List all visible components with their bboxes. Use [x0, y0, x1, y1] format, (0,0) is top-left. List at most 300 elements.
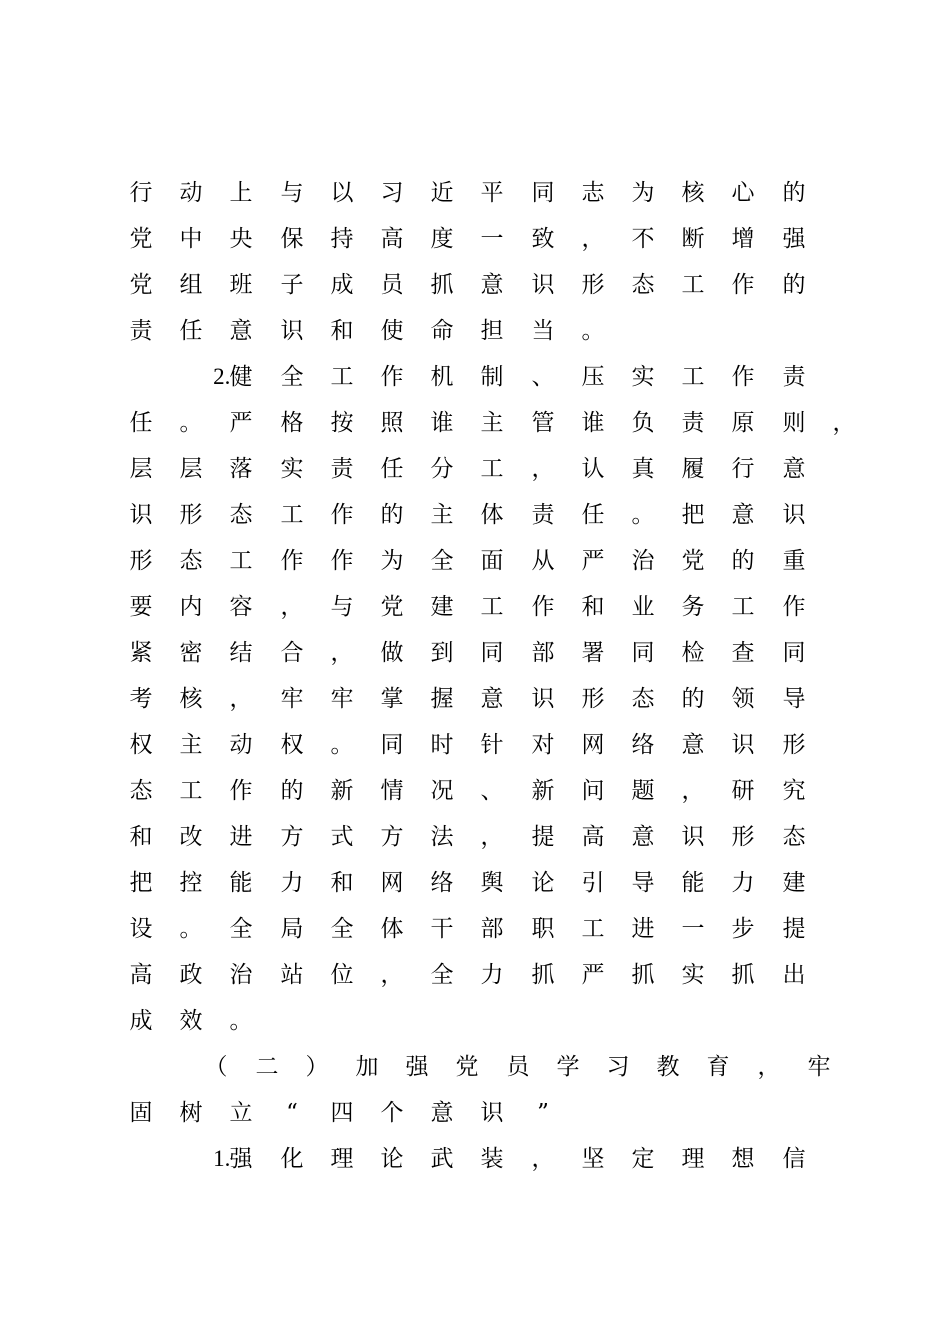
- text-char: 强: [229, 1146, 253, 1172]
- text-char: 制: [480, 364, 504, 390]
- text-char: 方: [380, 824, 404, 850]
- text-char: 法: [430, 824, 454, 850]
- text-char: 和: [129, 824, 153, 850]
- text-char: 子: [280, 272, 304, 298]
- text-char: 机: [430, 364, 454, 390]
- text-char: 和: [581, 594, 605, 620]
- text-char: 和: [330, 318, 354, 344]
- text-char: 识: [782, 502, 806, 528]
- text-char: 把: [681, 502, 705, 528]
- text-char: 针: [480, 732, 504, 758]
- text-char: 站: [280, 962, 304, 988]
- text-char: 面: [480, 548, 504, 574]
- text-char: 作: [280, 548, 304, 574]
- text-char: 与: [280, 180, 304, 206]
- text-char: 形: [179, 502, 203, 528]
- text-char: 志: [581, 180, 605, 206]
- text-char: 坚: [581, 1146, 605, 1172]
- text-char: 和: [330, 870, 354, 896]
- text-char: 务: [681, 594, 705, 620]
- text-char: 导: [782, 686, 806, 712]
- text-char: 担: [480, 318, 504, 344]
- text-line: [0, 362, 950, 408]
- text-char: 查: [731, 640, 755, 666]
- text-char: 理: [330, 1146, 354, 1172]
- text-char: 同: [380, 732, 404, 758]
- text-line: [0, 454, 950, 500]
- text-char: 命: [430, 318, 454, 344]
- text-char: 识: [129, 502, 153, 528]
- text-char: 导: [631, 870, 655, 896]
- text-char: 负: [631, 410, 655, 436]
- text-char: ，: [757, 1054, 781, 1080]
- text-char: 责: [782, 364, 806, 390]
- text-char: 结: [229, 640, 253, 666]
- text-char: 认: [581, 456, 605, 482]
- text-char: 度: [430, 226, 454, 252]
- text-char: 央: [229, 226, 253, 252]
- text-char: 进: [229, 824, 253, 850]
- text-char: 内: [179, 594, 203, 620]
- text-char: 持: [330, 226, 354, 252]
- text-char: 。: [229, 1008, 253, 1034]
- text-char: 做: [380, 640, 404, 666]
- text-char: ，: [330, 640, 354, 666]
- text-char: 政: [179, 962, 203, 988]
- text-char: 时: [430, 732, 454, 758]
- text-char: 党: [129, 272, 153, 298]
- text-char: 牢: [280, 686, 304, 712]
- text-char: 高: [581, 824, 605, 850]
- text-char: 作: [531, 594, 555, 620]
- text-char: 成: [129, 1008, 153, 1034]
- text-char: “: [286, 1100, 298, 1126]
- text-char: 作: [229, 778, 253, 804]
- text-char: 情: [380, 778, 404, 804]
- text-char: 。: [179, 916, 203, 942]
- text-char: 力: [480, 962, 504, 988]
- text-char: 习: [606, 1054, 630, 1080]
- text-char: 署: [581, 640, 605, 666]
- text-char: 对: [531, 732, 555, 758]
- text-char: 核: [681, 180, 705, 206]
- text-char: 形: [731, 824, 755, 850]
- text-char: 形: [581, 272, 605, 298]
- text-char: 任: [179, 318, 203, 344]
- text-char: 。: [330, 732, 354, 758]
- text-char: 态: [631, 272, 655, 298]
- text-char: 意: [782, 456, 806, 482]
- text-char: ，: [832, 410, 856, 436]
- text-char: 谁: [430, 410, 454, 436]
- text-char: 压: [581, 364, 605, 390]
- text-char: 一: [681, 916, 705, 942]
- text-char: 步: [731, 916, 755, 942]
- text-char: 力: [280, 870, 304, 896]
- text-char: 层: [179, 456, 203, 482]
- text-char: 中: [179, 226, 203, 252]
- text-char: 局: [280, 916, 304, 942]
- text-char: 力: [731, 870, 755, 896]
- text-char: 形: [782, 732, 806, 758]
- text-line: [0, 592, 950, 638]
- text-char: 态: [229, 502, 253, 528]
- text-char: 抓: [731, 962, 755, 988]
- text-char: 作: [330, 502, 354, 528]
- text-char: 想: [731, 1146, 755, 1172]
- text-char: ”: [537, 1100, 549, 1126]
- text-char: 严: [581, 548, 605, 574]
- text-char: 。: [179, 410, 203, 436]
- text-char: 能: [681, 870, 705, 896]
- text-char: 工: [480, 594, 504, 620]
- text-char: 教: [656, 1054, 680, 1080]
- text-char: 形: [581, 686, 605, 712]
- text-char: 部: [531, 640, 555, 666]
- text-char: ，: [280, 594, 304, 620]
- text-char: 舆: [480, 870, 504, 896]
- text-char: 任: [129, 410, 153, 436]
- text-char: 分: [430, 456, 454, 482]
- text-char: 当: [531, 318, 555, 344]
- text-char: 实: [631, 364, 655, 390]
- text-char: 工: [280, 502, 304, 528]
- text-char: 密: [179, 640, 203, 666]
- text-char: 主: [430, 502, 454, 528]
- text-char: 与: [330, 594, 354, 620]
- text-char: 学: [556, 1054, 580, 1080]
- text-char: 责: [129, 318, 153, 344]
- text-char: 真: [631, 456, 655, 482]
- text-char: 党: [129, 226, 153, 252]
- text-line: [0, 1144, 950, 1190]
- text-char: 党: [380, 594, 404, 620]
- text-char: ）: [305, 1054, 329, 1080]
- text-char: 为: [380, 548, 404, 574]
- text-char: ，: [480, 824, 504, 850]
- text-char: 领: [731, 686, 755, 712]
- text-char: 论: [531, 870, 555, 896]
- text-line: [0, 960, 950, 1006]
- text-char: 重: [782, 548, 806, 574]
- text-char: 核: [179, 686, 203, 712]
- text-char: 成: [330, 272, 354, 298]
- text-char: 题: [631, 778, 655, 804]
- text-char: （: [204, 1054, 228, 1080]
- text-char: 作: [380, 364, 404, 390]
- text-char: 工: [480, 456, 504, 482]
- text-line: [0, 224, 950, 270]
- text-char: 个: [380, 1100, 404, 1126]
- text-char: 化: [280, 1146, 304, 1172]
- text-char: 二: [255, 1054, 279, 1080]
- text-char: 识: [531, 686, 555, 712]
- list-number: 1.: [213, 1146, 231, 1171]
- text-char: 管: [531, 410, 555, 436]
- text-char: 照: [380, 410, 404, 436]
- text-char: 治: [229, 962, 253, 988]
- text-char: 作: [731, 272, 755, 298]
- text-char: 工: [229, 548, 253, 574]
- text-char: 论: [380, 1146, 404, 1172]
- text-char: 谁: [581, 410, 605, 436]
- text-char: 党: [455, 1054, 479, 1080]
- text-char: 抓: [430, 272, 454, 298]
- text-char: 动: [229, 732, 253, 758]
- text-char: 全: [430, 548, 454, 574]
- text-char: 同: [782, 640, 806, 666]
- text-char: 一: [480, 226, 504, 252]
- text-line: [0, 1052, 950, 1098]
- text-char: 。: [631, 502, 655, 528]
- text-char: 作: [731, 364, 755, 390]
- text-char: 引: [581, 870, 605, 896]
- text-char: 严: [581, 962, 605, 988]
- text-char: 作: [782, 594, 806, 620]
- text-char: 装: [480, 1146, 504, 1172]
- text-line: [0, 178, 950, 224]
- text-char: 。: [581, 318, 605, 344]
- text-line: [0, 776, 950, 822]
- text-char: 育: [706, 1054, 730, 1080]
- text-char: 任: [380, 456, 404, 482]
- text-char: 党: [681, 548, 705, 574]
- text-char: 责: [330, 456, 354, 482]
- text-char: 意: [430, 1100, 454, 1126]
- text-char: 理: [681, 1146, 705, 1172]
- text-char: 意: [480, 272, 504, 298]
- text-line: [0, 868, 950, 914]
- text-char: 同: [631, 640, 655, 666]
- text-line: [0, 270, 950, 316]
- text-char: 部: [480, 916, 504, 942]
- text-char: 严: [229, 410, 253, 436]
- text-line: [0, 500, 950, 546]
- text-char: 的: [681, 686, 705, 712]
- text-char: 抓: [531, 962, 555, 988]
- text-char: 工: [681, 364, 705, 390]
- text-line: [0, 546, 950, 592]
- text-char: 的: [380, 502, 404, 528]
- text-char: 按: [330, 410, 354, 436]
- text-char: 同: [480, 640, 504, 666]
- text-char: 强: [782, 226, 806, 252]
- text-char: 责: [531, 502, 555, 528]
- text-char: 强: [405, 1054, 429, 1080]
- text-char: 行: [731, 456, 755, 482]
- text-char: 业: [631, 594, 655, 620]
- text-char: 高: [380, 226, 404, 252]
- text-char: 络: [430, 870, 454, 896]
- text-char: 工: [681, 272, 705, 298]
- text-char: 固: [129, 1100, 153, 1126]
- text-char: 、: [480, 778, 504, 804]
- text-char: 新: [330, 778, 354, 804]
- text-char: 容: [229, 594, 253, 620]
- text-char: 习: [380, 180, 404, 206]
- text-char: 识: [280, 318, 304, 344]
- text-char: 落: [229, 456, 253, 482]
- text-char: 况: [430, 778, 454, 804]
- text-char: 工: [179, 778, 203, 804]
- text-char: ，: [531, 1146, 555, 1172]
- text-char: 问: [581, 778, 605, 804]
- text-char: 体: [380, 916, 404, 942]
- text-char: 的: [731, 548, 755, 574]
- text-char: 新: [531, 778, 555, 804]
- text-char: 把: [129, 870, 153, 896]
- text-line: [0, 684, 950, 730]
- text-line: [0, 1098, 950, 1144]
- text-char: 式: [330, 824, 354, 850]
- text-char: 定: [631, 1146, 655, 1172]
- text-char: 抓: [631, 962, 655, 988]
- text-char: 行: [129, 180, 153, 206]
- text-char: 权: [280, 732, 304, 758]
- text-char: 形: [129, 548, 153, 574]
- text-char: 意: [731, 502, 755, 528]
- text-char: 健: [229, 364, 253, 390]
- text-char: 方: [280, 824, 304, 850]
- text-char: 研: [731, 778, 755, 804]
- text-char: 识: [681, 824, 705, 850]
- text-char: 的: [782, 272, 806, 298]
- text-char: 加: [355, 1054, 379, 1080]
- text-char: 高: [129, 962, 153, 988]
- text-char: 建: [782, 870, 806, 896]
- text-char: 任: [581, 502, 605, 528]
- text-line: [0, 638, 950, 684]
- text-line: [0, 822, 950, 868]
- text-char: 以: [330, 180, 354, 206]
- text-char: 体: [480, 502, 504, 528]
- text-char: 信: [782, 1146, 806, 1172]
- text-char: 网: [380, 870, 404, 896]
- text-char: 近: [430, 180, 454, 206]
- text-char: 位: [330, 962, 354, 988]
- text-char: 动: [179, 180, 203, 206]
- text-char: 到: [430, 640, 454, 666]
- text-char: 态: [782, 824, 806, 850]
- text-char: 牢: [807, 1054, 831, 1080]
- text-char: 效: [179, 1008, 203, 1034]
- text-char: ，: [581, 226, 605, 252]
- text-char: 实: [681, 962, 705, 988]
- text-char: 态: [179, 548, 203, 574]
- text-char: 牢: [330, 686, 354, 712]
- text-char: ，: [229, 686, 253, 712]
- text-char: 立: [229, 1100, 253, 1126]
- text-char: 层: [129, 456, 153, 482]
- text-char: 实: [280, 456, 304, 482]
- text-char: 紧: [129, 640, 153, 666]
- text-char: 出: [782, 962, 806, 988]
- text-char: 四: [330, 1100, 354, 1126]
- text-char: 责: [681, 410, 705, 436]
- text-char: 络: [631, 732, 655, 758]
- text-char: 致: [531, 226, 555, 252]
- text-char: 心: [731, 180, 755, 206]
- text-char: 控: [179, 870, 203, 896]
- text-char: 合: [280, 640, 304, 666]
- text-char: 握: [430, 686, 454, 712]
- text-char: 提: [782, 916, 806, 942]
- text-char: 要: [129, 594, 153, 620]
- text-char: 断: [681, 226, 705, 252]
- text-char: 职: [531, 916, 555, 942]
- text-char: ，: [531, 456, 555, 482]
- text-char: 主: [179, 732, 203, 758]
- text-char: 识: [480, 1100, 504, 1126]
- text-line: [0, 408, 950, 454]
- text-char: 全: [280, 364, 304, 390]
- text-char: 格: [280, 410, 304, 436]
- text-char: 员: [506, 1054, 530, 1080]
- text-char: 掌: [380, 686, 404, 712]
- text-char: 识: [531, 272, 555, 298]
- text-char: 履: [681, 456, 705, 482]
- text-char: 树: [179, 1100, 203, 1126]
- text-char: 作: [330, 548, 354, 574]
- text-char: ，: [380, 962, 404, 988]
- text-char: 从: [531, 548, 555, 574]
- text-char: 主: [480, 410, 504, 436]
- text-char: 提: [531, 824, 555, 850]
- text-char: 组: [179, 272, 203, 298]
- text-char: 的: [280, 778, 304, 804]
- text-char: 工: [581, 916, 605, 942]
- text-char: 上: [229, 180, 253, 206]
- text-char: 态: [129, 778, 153, 804]
- text-char: 原: [731, 410, 755, 436]
- text-char: 同: [531, 180, 555, 206]
- text-char: 意: [631, 824, 655, 850]
- text-char: 的: [782, 180, 806, 206]
- text-char: 平: [480, 180, 504, 206]
- text-char: 使: [380, 318, 404, 344]
- text-char: 权: [129, 732, 153, 758]
- text-char: 网: [581, 732, 605, 758]
- text-char: 意: [229, 318, 253, 344]
- text-char: 保: [280, 226, 304, 252]
- text-char: 态: [631, 686, 655, 712]
- text-char: 则: [782, 410, 806, 436]
- text-char: 意: [681, 732, 705, 758]
- text-char: 设: [129, 916, 153, 942]
- text-char: 全: [330, 916, 354, 942]
- text-char: 检: [681, 640, 705, 666]
- text-char: 全: [229, 916, 253, 942]
- text-char: 工: [731, 594, 755, 620]
- text-char: 治: [631, 548, 655, 574]
- text-line: [0, 914, 950, 960]
- text-line: [0, 316, 950, 362]
- text-char: 能: [229, 870, 253, 896]
- text-char: 建: [430, 594, 454, 620]
- text-char: 不: [631, 226, 655, 252]
- text-line: [0, 730, 950, 776]
- text-char: 进: [631, 916, 655, 942]
- text-char: 考: [129, 686, 153, 712]
- text-char: 班: [229, 272, 253, 298]
- text-char: 工: [330, 364, 354, 390]
- text-char: 武: [430, 1146, 454, 1172]
- list-number: 2.: [213, 364, 231, 389]
- text-char: 为: [631, 180, 655, 206]
- text-char: 全: [430, 962, 454, 988]
- text-char: 意: [480, 686, 504, 712]
- text-char: 员: [380, 272, 404, 298]
